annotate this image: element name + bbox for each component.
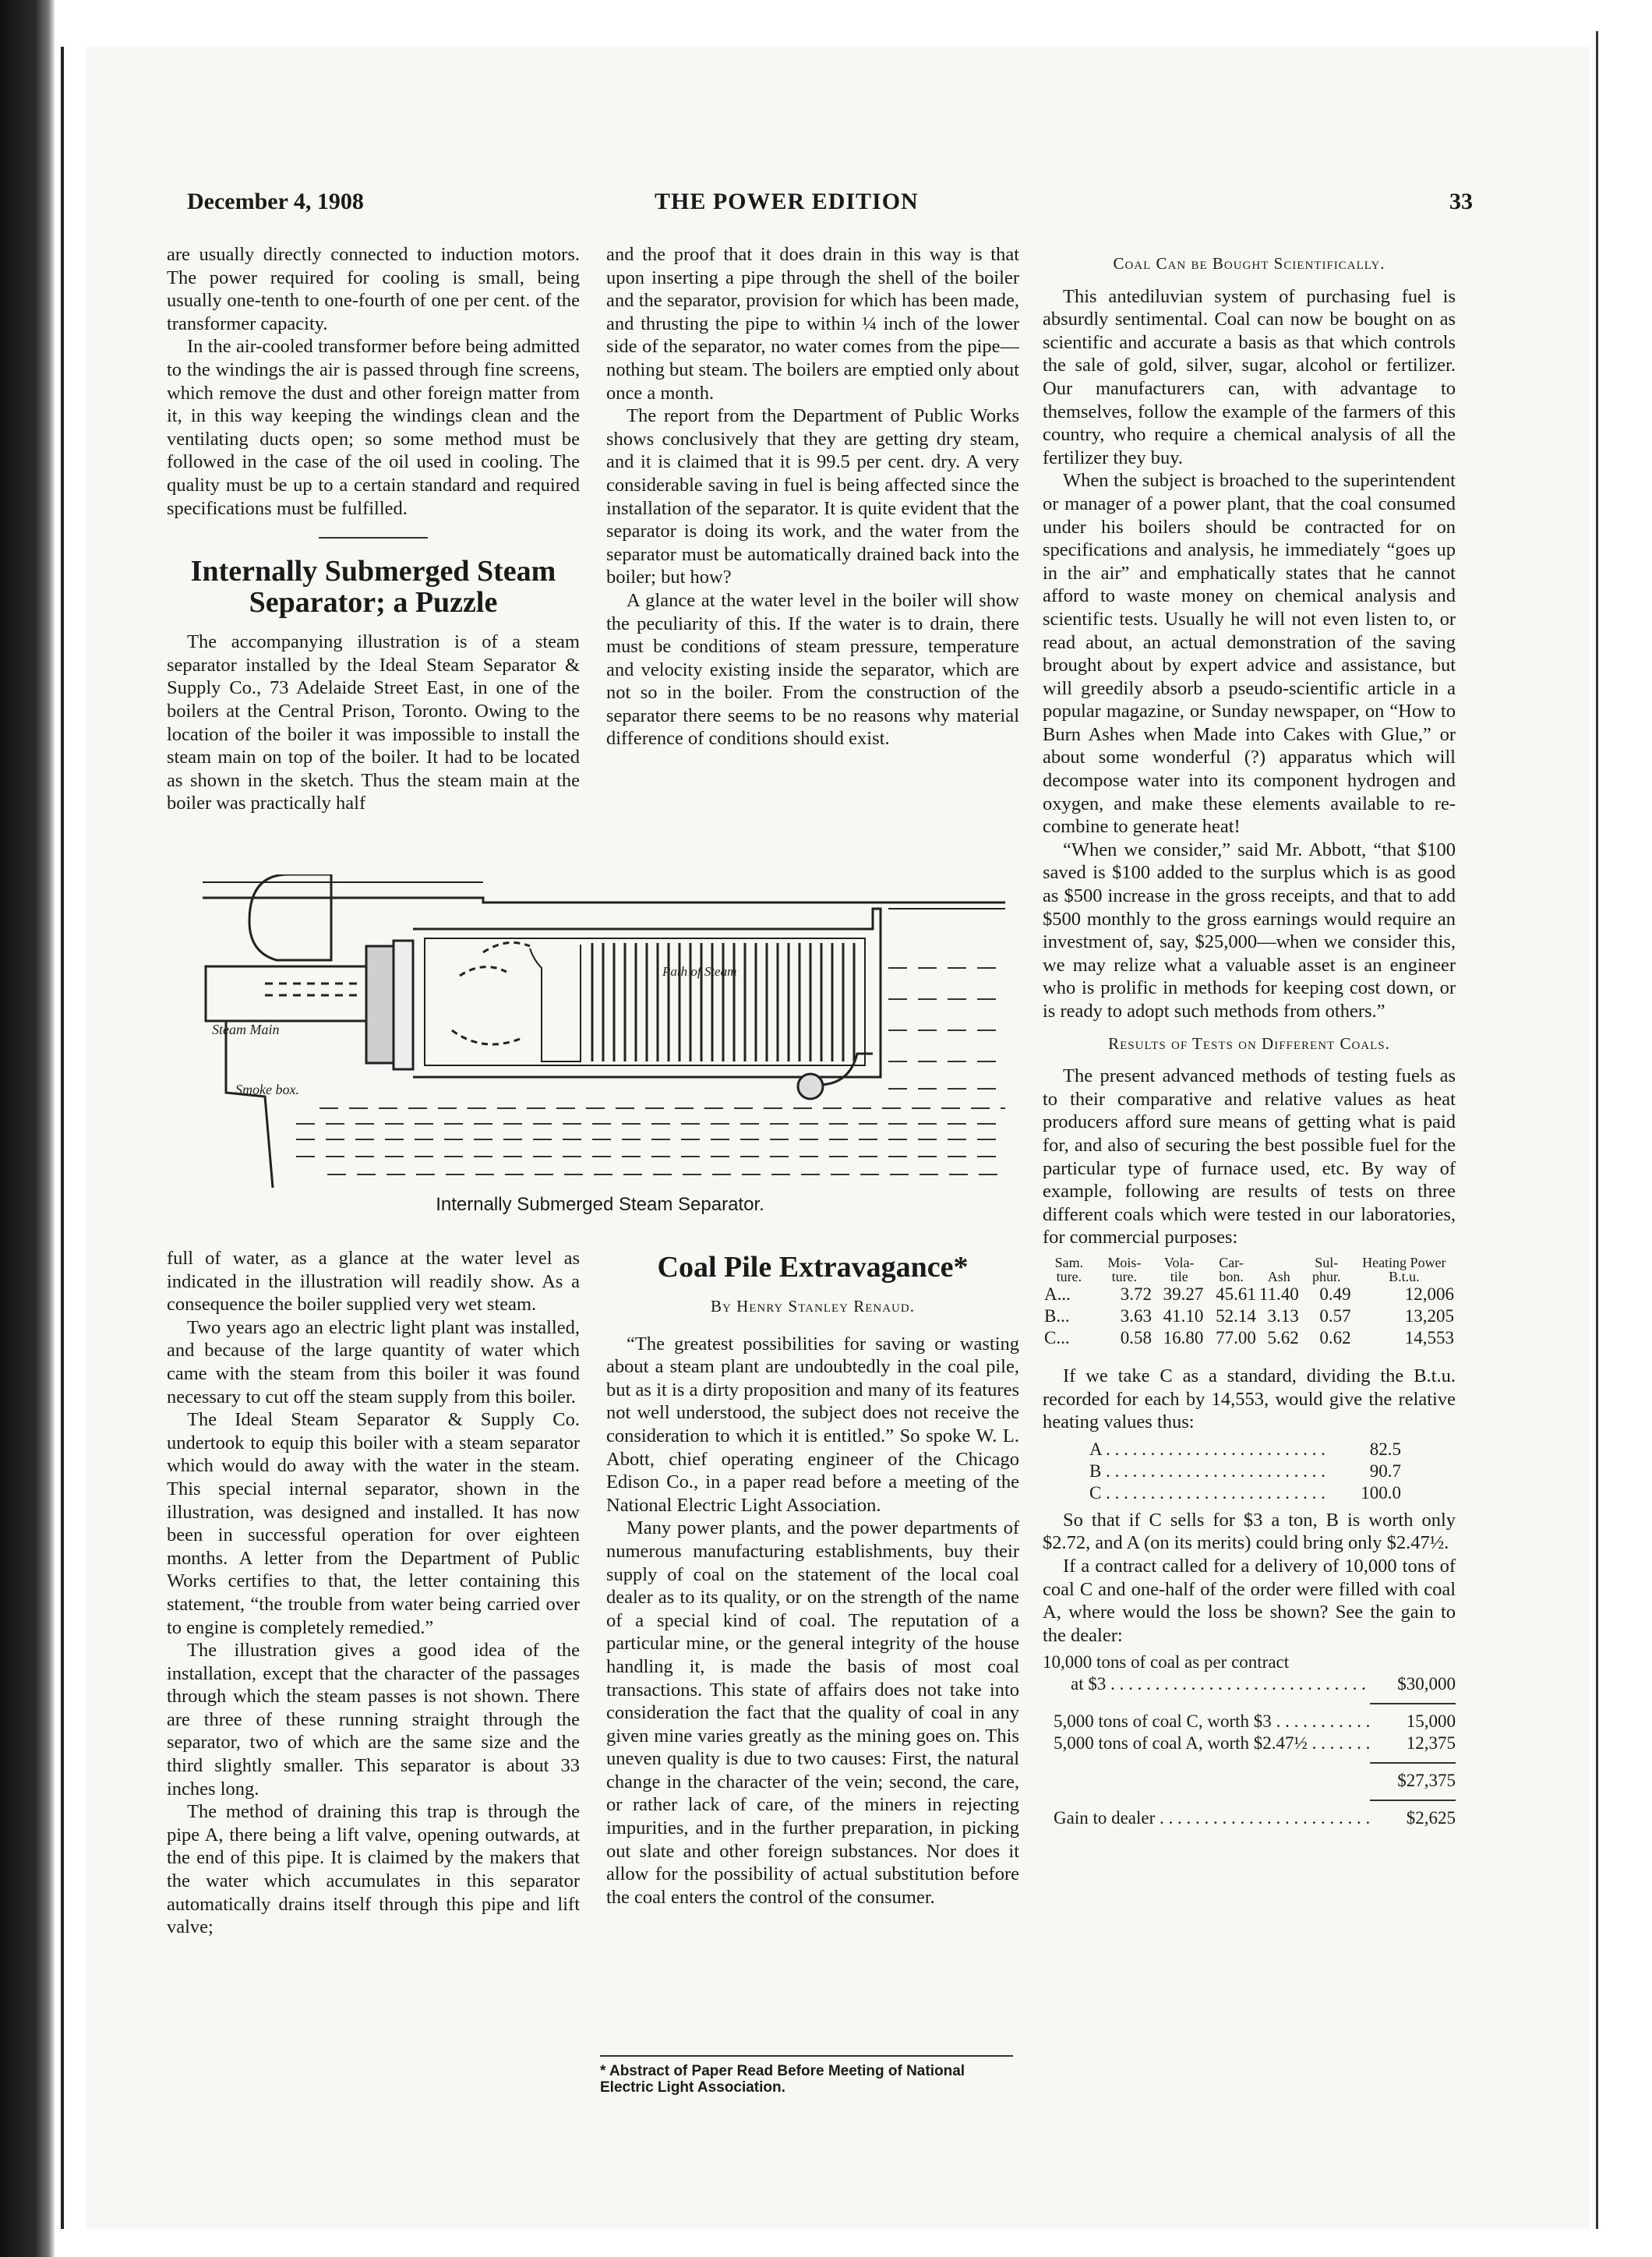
table-header: Sul- phur. [1311,1254,1341,1284]
table-cell: 11.40 [1258,1284,1299,1304]
table-cell: 0.49 [1319,1284,1351,1304]
list-item-label: C . . . [1089,1482,1331,1504]
paragraph: The report from the Department of Public Works shows conclusively that they are getting dry steam, and it is claimed that it is 99.5 per cent. dry. A very considerable saving in fuel is being affected since the installation of the separator. It is quite evident that the separator is doing its work, and the water from the separator must be automatically drained back into the boiler; but how? [606,405,1019,588]
article-headline-steam-separator: Internally Submerged Steam Separator; a Puzzle [190,555,556,620]
footnote-divider [600,2055,1013,2057]
table-cell: A... [1044,1284,1071,1304]
paragraph: Two years ago an electric light plant was installed, and because of the large quantity of water which came with the steam from this boiler it was found necessary to cut off the steam supply from this boiler. [167,1316,580,1408]
paragraph: A glance at the water level in the boiler will show the peculiarity of this. If the water is to drain, there must be conditions of steam pressure, temperature and velocity existing inside the separator, which are not so in the boiler. From the construction of the separator there seems to be no reasons why material difference of conditions should exist. [606,589,1019,750]
dealer-gain-ledger [1043,1651,1456,1829]
paragraph: “When we consider,” said Mr. Abbott, “that $100 saved is $100 added to the surplus which is as good as $500 increase in the gross receipts, and that to add $500 monthly to the gross earnings would require an investment of, say, $25,000—when we consider this, we may relize what a valuable asset is an engineer who is prolific in methods for keeping cost down, or is ready to adopt such methods from others.” [1043,839,1456,1022]
ledger-description: 5,000 tons of coal A, worth $2.47½ . . . [1043,1732,1370,1754]
table-cell: 13,205 [1404,1305,1454,1326]
coal-test-table [1043,1256,1456,1349]
article-byline: By Henry Stanley Renaud. [711,1297,915,1316]
table-header: Sam. ture. [1054,1254,1084,1284]
table-cell: 77.00 [1216,1327,1256,1347]
right-column [1043,248,1456,1829]
ledger-line [1043,1651,1456,1673]
ledger-line [1043,1770,1456,1792]
paragraph: “The greatest possibilities for saving or wasting about a steam plant are undoubtedly in the coal pile, but as it is a dirty proposition and many of its features not well understood, the subject does not receive the consideration to which it is entitled.” So spoke W. L. Abott, chief operating engineer of the Chicago Edison Co., in a paper read before a meeting of the National Electric Light Association. [606,1333,1019,1516]
running-header [187,189,1473,220]
table-cell: 0.57 [1319,1305,1351,1326]
table-header: Vola- tile [1163,1254,1195,1284]
ledger-line [1043,1807,1456,1829]
figure-caption: Internally Submerged Steam Separator. [436,1194,764,1215]
upper-column-1 [167,243,580,815]
figure-label-smoke-box: Smoke box. [235,1082,299,1097]
table-cell: 3.72 [1120,1284,1153,1304]
ledger-line [1043,1673,1456,1695]
paragraph: and the proof that it does drain in this way is that upon inserting a pipe through the shell of the boiler and the separator, provision for which has been made, and thrusting the pipe to within ¼ inch of the lower side of the separator, no water comes from the pipe—nothing but steam. The boilers are emptied only about once a month. [606,244,1019,404]
list-item [1089,1439,1401,1461]
list-item [1089,1461,1401,1482]
list-item-label: B . . . [1089,1461,1331,1482]
ledger-amount: $2,625 [1406,1808,1456,1828]
paragraph: The illustration gives a good idea of the installation, except that the character of the passages through which the steam passes is not shown. There are three of these running straight through the separator, two of which are the same size and the third slightly smaller. This separator is about 33 inches long. [167,1640,580,1800]
table-cell: C... [1044,1327,1070,1347]
table-cell: 45.61 [1216,1284,1256,1304]
subhead-coal-scientifically: Coal Can be Bought Scientifically. [1113,254,1385,273]
paragraph: Many power plants, and the power departments of numerous manufacturing establishments, buy their supply of coal on the statement of the local coal dealer as to its quality, or on the strength of the name of a special kind of coal. The reputation of a particular mine, or the general integrity of the house handling it, is made the basis of most coal transactions. This state of affairs does not take into consideration the fact that the quality of coal in any given mine varies greatly as the mining goes on. This uneven quality is due to two causes: First, the natural change in the character of the vein; second, the care, or rather lack of care, of the miners in rejecting impurities, and in the further preparation, in picking out slate and other foreign substances. Nor does it allow for the possibility of actual substitution before the coal enters the control of the consumer. [606,1517,1019,1908]
paragraph: full of water, as a glance at the water level as indicated in the illustration will readily show. As a consequence the boiler supplied very wet steam. [167,1248,580,1316]
list-item-label: A . . . [1089,1439,1331,1461]
page-number: 33 [1449,189,1473,214]
header-date: December 4, 1908 [187,189,364,214]
subhead-results-of-tests: Results of Tests on Different Coals. [1108,1033,1390,1053]
list-item-value: 100.0 [1361,1482,1401,1503]
book-binding-shadow [0,0,55,2257]
steam-separator-illustration [203,874,1005,1188]
ledger-description: at $3 . . . [1043,1673,1370,1695]
page-right-edge [1596,31,1598,2229]
list-item-value: 90.7 [1369,1461,1401,1481]
ledger-line [1043,1711,1456,1732]
paragraph: So that if C sells for $3 a ton, B is worth only $2.72, and A (on its merits) could bring only $2.47½. [1043,1509,1456,1554]
paragraph: If a contract called for a delivery of 10,000 tons of coal C and one-half of the order were filled with coal A, where would the loss be shown? See the gain to the dealer: [1043,1555,1456,1646]
table-cell: B... [1044,1305,1070,1326]
table-row [1043,1284,1456,1305]
table-cell: 3.63 [1120,1305,1153,1326]
list-item [1089,1482,1401,1504]
table-cell: 39.27 [1163,1284,1204,1304]
table-cell: 12,006 [1404,1284,1454,1304]
ledger-amount: 12,375 [1406,1733,1456,1754]
upper-column-2 [606,243,1019,751]
ledger-amount: $30,000 [1397,1674,1456,1694]
separator-drawing [203,874,1005,1188]
table-cell: 14,553 [1404,1327,1454,1347]
table-row [1043,1327,1456,1349]
list-item-value: 82.5 [1369,1439,1401,1459]
lower-column-2 [606,1244,1019,1909]
paragraph: are usually directly connected to induction motors. The power required for cooling is small, being usually one-tenth to one-fourth of one per cent. of the transformer capacity. [167,244,580,334]
table-row [1043,1305,1456,1327]
paragraph: This antediluvian system of purchasing fuel is absurdly sentimental. Coal can now be bought on as scientific and accurate a basis as that which controls the sale of gold, silver, sugar, alcohol or fertilizer. Our manufacturers can, with advantage to themselves, follow the example of the farmers of this country, who require a chemical analysis of all the fertilizer they buy. [1043,285,1456,468]
ledger-total: $27,375 [1397,1771,1456,1791]
paragraph: The present advanced methods of testing fuels as to their comparative and relative values as heat producers afford sure means of getting what is paid for, and also of securing the best possible fuel for the particular type of furnace used, etc. By way of example, following are results of tests on three different coals which were tested in our laboratories, for commercial purposes: [1043,1065,1456,1249]
table-header-row [1043,1256,1456,1284]
lower-column-1 [167,1247,580,1939]
table-cell: 0.62 [1319,1327,1351,1347]
table-header: Mois- ture. [1107,1254,1142,1284]
relative-values-list [1089,1439,1401,1504]
paragraph: The method of draining this trap is through the pipe A, there being a lift valve, opening outwards, at the end of this pipe. It is claimed by the makers that the water which accumulates in this separator automatically drains itself through this pipe and lift valve; [167,1801,580,1938]
ledger-description: 5,000 tons of coal C, worth $3 . . . [1043,1711,1370,1732]
ledger-line [1043,1732,1456,1754]
paragraph: In the air-cooled transformer before being admitted to the windings the air is passed through fine screens, which remove the dust and other foreign matter from it, in this way keeping the windings clean and the ventilating ducts open; so some method must be followed in the case of the oil used in cooling. The quality must be up to a certain standard and required specifications must be fulfilled. [167,336,580,519]
figure-label-steam-main: Steam Main [212,1022,280,1037]
table-header: Ash [1267,1268,1290,1284]
table-header: Car- bon. [1219,1254,1244,1284]
ledger-rule [1370,1703,1456,1704]
header-title: THE POWER EDITION [655,189,919,214]
table-cell: 41.10 [1163,1305,1204,1326]
section-divider [319,537,428,539]
table-cell: 16.80 [1163,1327,1204,1347]
paragraph: If we take C as a standard, dividing the B.t.u. recorded for each by 14,553, would give the relative heating values thus: [1043,1365,1456,1433]
footnote: * Abstract of Paper Read Before Meeting of National Electric Light Association. [600,2063,965,2096]
page-left-edge [61,47,64,2229]
table-cell: 0.58 [1120,1327,1153,1347]
ledger-description: Gain to dealer . . . [1043,1807,1370,1829]
article-headline-coal-pile: Coal Pile Extravagance* [657,1251,969,1284]
table-cell: 3.13 [1267,1305,1299,1326]
ledger-rule [1370,1800,1456,1801]
ledger-amount: 15,000 [1406,1711,1456,1732]
ledger-rule [1370,1762,1456,1764]
paragraph: When the subject is broached to the superintendent or manager of a power plant, that the coal consumed under his boilers should be contracted for on specifications and analysis, he immediately “goes up in the air” and emphatically states that he cannot afford to waste money on chemical analysis and scientific tests. Usually he will not even listen to, or read about, an actual demonstration of the saving brought about by expert advice and assistance, but will greedily absorb a pseudo-scientific article in a popular magazine, or Sunday newspaper, on “How to Burn Ashes when Made into Cakes with Glue,” or about some wonderful (?) apparatus which will decompose water into its component hydrogen and oxygen, and make these elements available to re-combine to generate heat! [1043,470,1456,838]
paragraph: The accompanying illustration is of a steam separator installed by the Ideal Steam Separator & Supply Co., 73 Adelaide Street East, in one of the boilers at the Central Prison, Toronto. Owing to the location of the boiler it was impossible to install the steam main on top of the boiler. It had to be located as shown in the sketch. Thus the steam main at the boiler was practically half [167,631,580,814]
table-cell: 5.62 [1267,1327,1299,1347]
ledger-description: 10,000 tons of coal as per contract [1043,1652,1290,1672]
paragraph: The Ideal Steam Separator & Supply Co. undertook to equip this boiler with a steam separator which would do away with the water in the steam. This special internal separator, shown in the illustration, was designed and installed. It has now been in successful operation for over eighteen months. A letter from the Department of Public Works certifies to that, the letter containing this statement, “the trouble from water being carried over to engine is completely remedied.” [167,1409,580,1638]
table-header: Heating Power B.t.u. [1362,1254,1446,1284]
figure-label-path: Path of Steam [662,964,737,979]
table-cell: 52.14 [1216,1305,1256,1326]
